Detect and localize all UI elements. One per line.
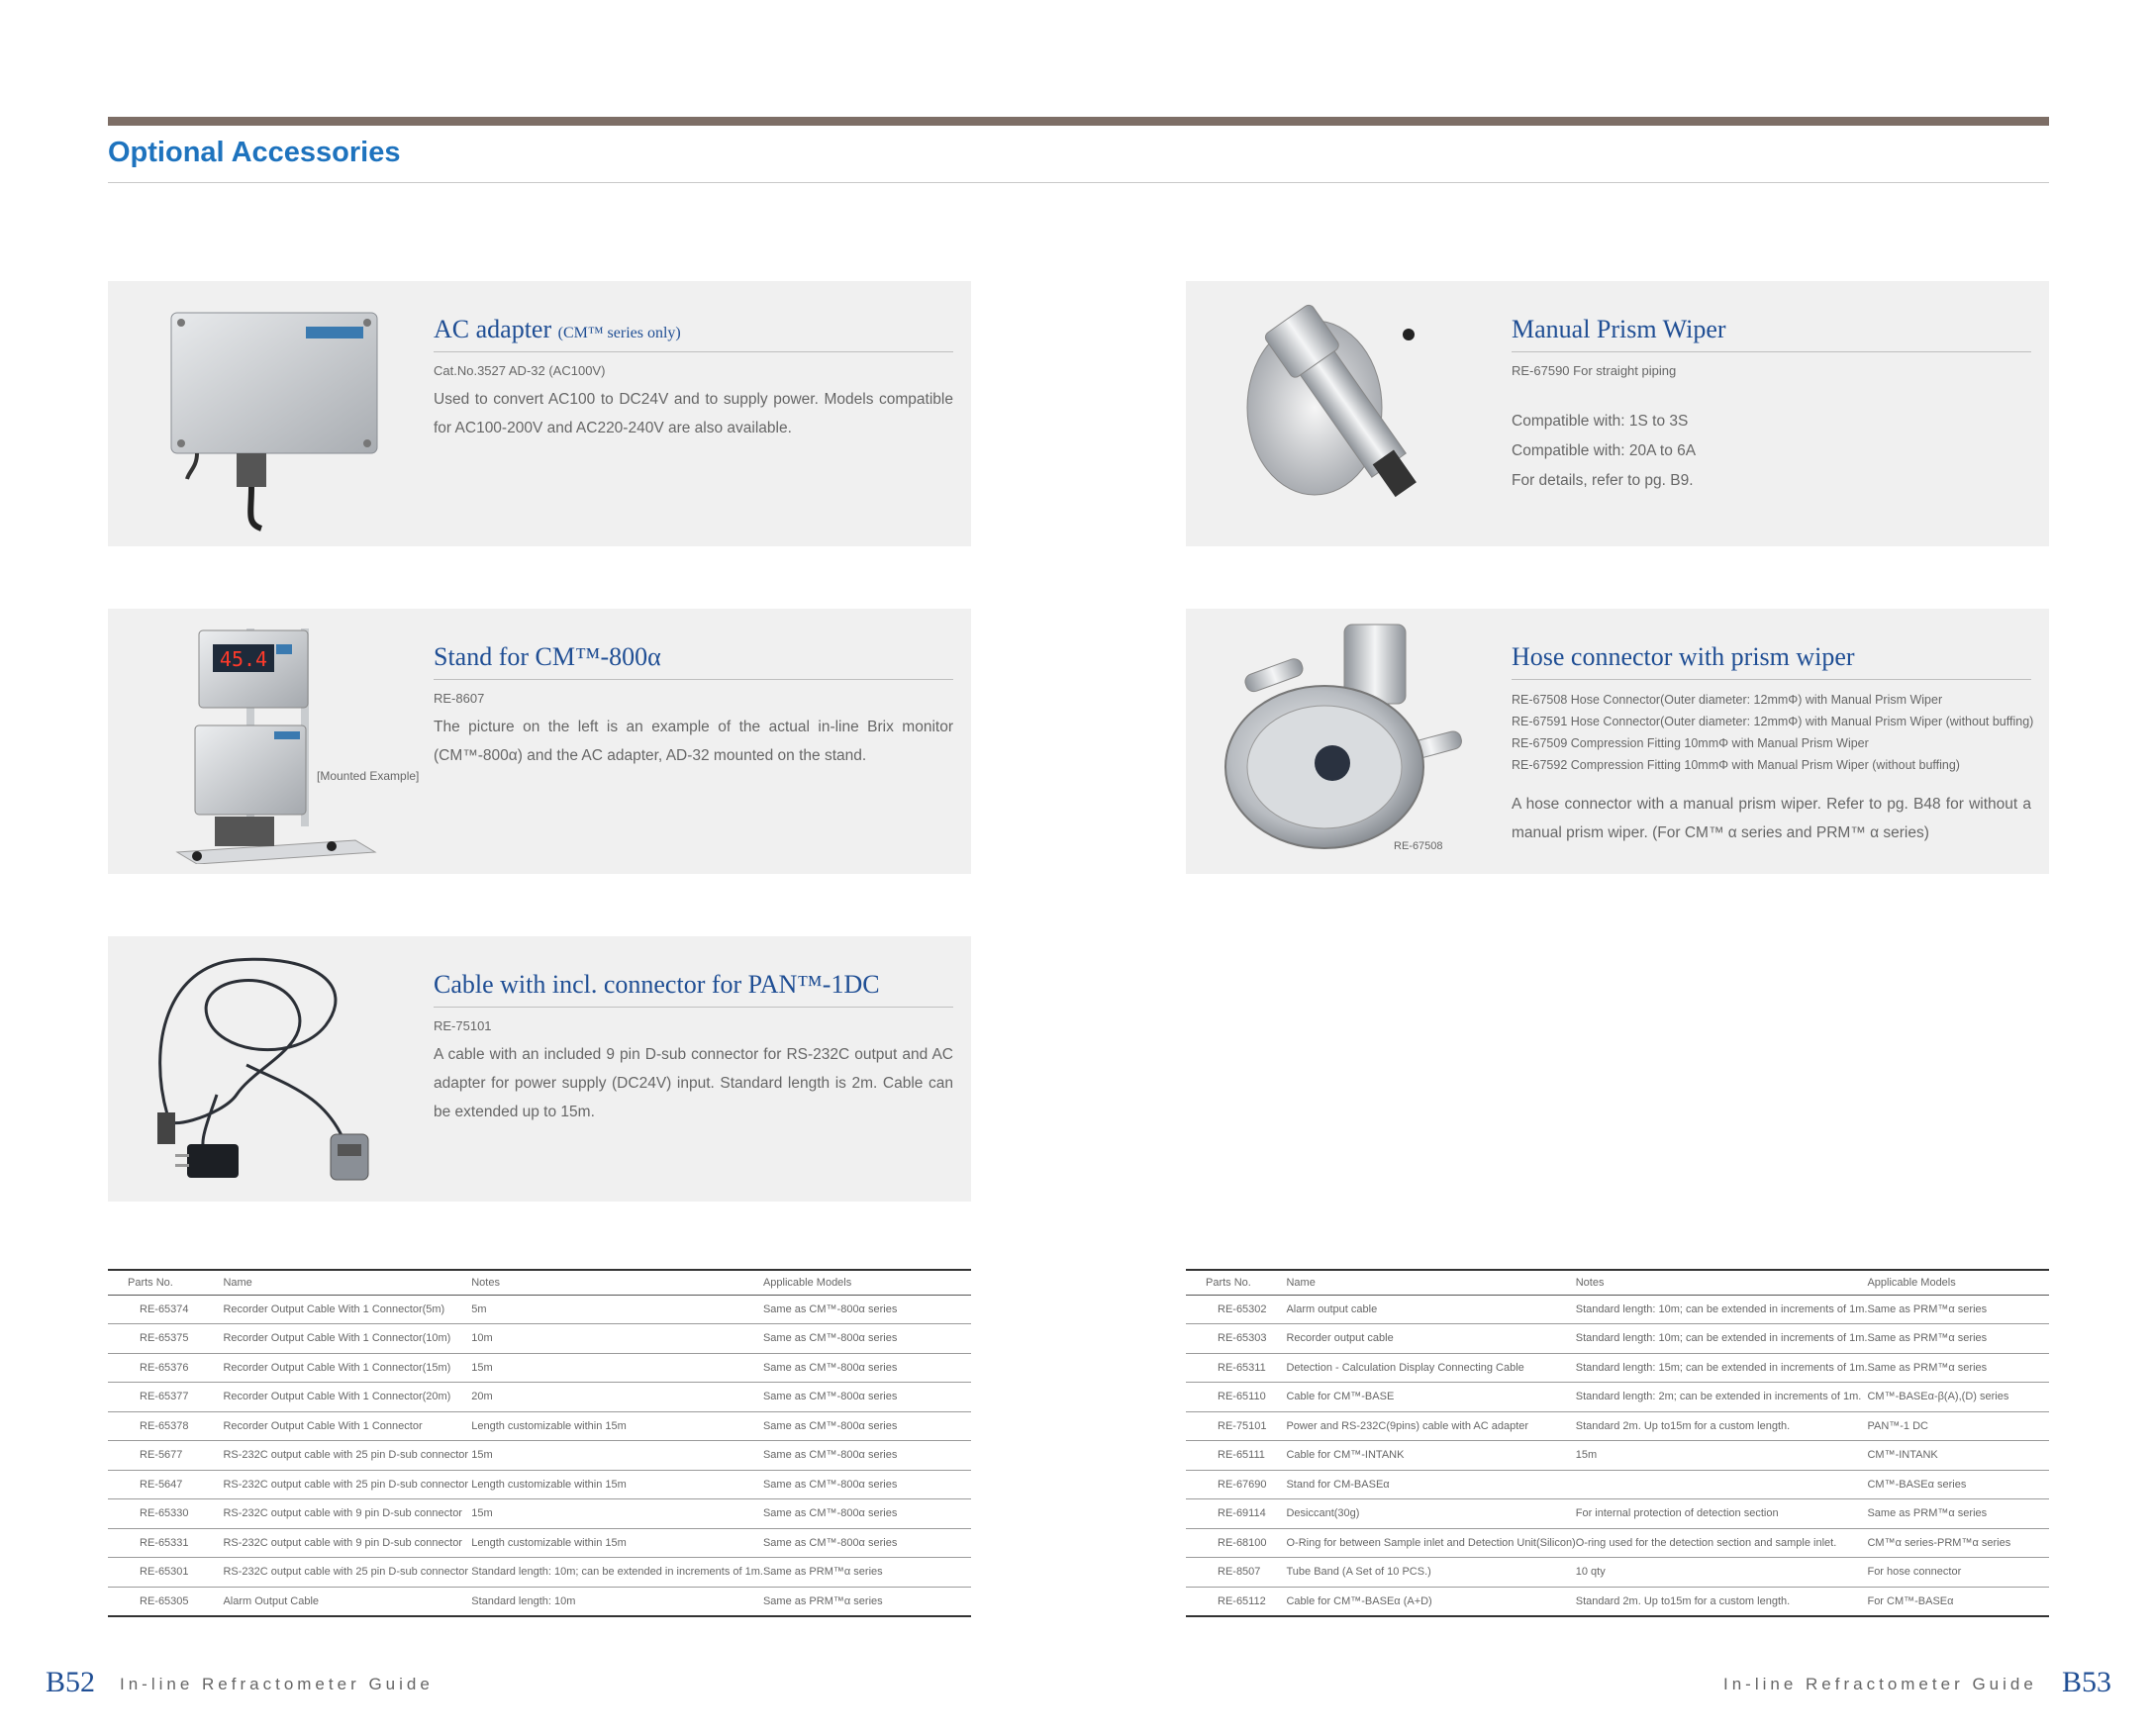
hose-connector-part-1: RE-67508 Hose Connector(Outer diameter: 12mmΦ) with Manual Prism Wiper: [1512, 693, 1943, 707]
table-row: [1186, 1295, 2049, 1324]
cell-applicable-models: For CM™-BASEα: [1867, 1587, 2049, 1616]
cell-name: Detection - Calculation Display Connecting Cable: [1286, 1353, 1575, 1383]
cell-name: Alarm Output Cable: [223, 1587, 471, 1616]
cell-notes: Length customizable within 15m: [471, 1470, 763, 1499]
cable-image: [128, 946, 405, 1192]
prism-wiper-compat-2: Compatible with: 20A to 6A: [1512, 442, 1697, 459]
cell-applicable-models: Same as PRM™α series: [1867, 1295, 2049, 1324]
table-row: [1186, 1383, 2049, 1412]
table-row: [1186, 1470, 2049, 1499]
ac-adapter-catalog: Cat.No.3527 AD-32 (AC100V): [434, 363, 606, 378]
cell-parts-no: RE-65305: [108, 1587, 223, 1616]
cell-name: O-Ring for between Sample inlet and Detection Unit(Silicon): [1286, 1528, 1575, 1558]
cell-notes: 15m: [471, 1441, 763, 1471]
cell-notes: Length customizable within 15m: [471, 1411, 763, 1441]
table-row: [1186, 1411, 2049, 1441]
cell-applicable-models: Same as CM™-800α series: [763, 1441, 971, 1471]
cell-applicable-models: Same as CM™-800α series: [763, 1499, 971, 1529]
cell-parts-no: RE-65378: [108, 1411, 223, 1441]
table-row: [108, 1528, 971, 1558]
header-name: Name: [1286, 1276, 1316, 1289]
ac-adapter-title: [434, 315, 953, 352]
cell-applicable-models: Same as CM™-800α series: [763, 1470, 971, 1499]
cell-name: Stand for CM-BASEα: [1286, 1470, 1575, 1499]
cell-name: Recorder Output Cable With 1 Connector: [223, 1411, 471, 1441]
cable-description: A cable with an included 9 pin D-sub connector for RS-232C output and AC adapter for power supply (DC24V) input. Standard length is 2m. Cable can be extended up to 15m.: [434, 1046, 953, 1120]
page-number-left: B52: [46, 1666, 96, 1698]
table-row: [108, 1499, 971, 1529]
hose-connector-title: Hose connector with prism wiper: [1512, 642, 2031, 680]
cell-applicable-models: Same as CM™-800α series: [763, 1295, 971, 1324]
cell-parts-no: RE-65331: [108, 1528, 223, 1558]
header-parts-no: Parts No.: [1206, 1276, 1251, 1289]
cell-notes: O-ring used for the detection section and sample inlet.: [1576, 1528, 1868, 1558]
title-divider: [108, 182, 2049, 183]
stand-display-reading: 45.4: [219, 647, 268, 671]
cell-parts-no: RE-5677: [108, 1441, 223, 1471]
footer-guide-right: In-line Refractometer Guide: [1723, 1675, 2037, 1693]
table-header-row: [1186, 1270, 2049, 1295]
cell-name: RS-232C output cable with 25 pin D-sub connector: [223, 1558, 471, 1588]
cell-applicable-models: CM™-BASEα series: [1867, 1470, 2049, 1499]
table-row: [108, 1324, 971, 1354]
hose-connector-caption: RE-67508: [1394, 840, 1443, 852]
header-notes: Notes: [1575, 1276, 1605, 1289]
stand-caption: [Mounted Example]: [317, 769, 420, 783]
cell-name: RS-232C output cable with 9 pin D-sub connector: [223, 1528, 471, 1558]
cell-applicable-models: Same as CM™-800α series: [763, 1383, 971, 1412]
cell-parts-no: RE-65112: [1186, 1587, 1286, 1616]
card-cable: [108, 936, 971, 1202]
hose-connector-image: [1206, 619, 1483, 864]
prism-wiper-compat-1: Compatible with: 1S to 3S: [1512, 413, 1689, 430]
cell-notes: Standard length: 10m; can be extended in increments of 1m.: [1576, 1295, 1868, 1324]
cell-applicable-models: Same as PRM™α series: [763, 1558, 971, 1588]
cell-notes: Standard length: 2m; can be extended in increments of 1m.: [1576, 1383, 1868, 1412]
ac-adapter-title-sub: (CM™ series only): [557, 325, 681, 341]
cell-applicable-models: For hose connector: [1867, 1558, 2049, 1588]
table-row: [108, 1441, 971, 1471]
table-row: [108, 1411, 971, 1441]
card-stand: [108, 609, 971, 874]
cell-notes: 15m: [1576, 1441, 1868, 1471]
cell-parts-no: RE-65311: [1186, 1353, 1286, 1383]
cell-parts-no: RE-8507: [1186, 1558, 1286, 1588]
stand-title: Stand for CM™-800α: [434, 642, 953, 680]
cell-parts-no: RE-65301: [108, 1558, 223, 1588]
cell-notes: 20m: [471, 1383, 763, 1412]
cell-applicable-models: CM™-INTANK: [1867, 1441, 2049, 1471]
cell-parts-no: RE-65111: [1186, 1441, 1286, 1471]
cell-parts-no: RE-68100: [1186, 1528, 1286, 1558]
cell-parts-no: RE-67690: [1186, 1470, 1286, 1499]
parts-table-right: [1186, 1269, 2049, 1617]
cell-notes: 15m: [471, 1499, 763, 1529]
cell-applicable-models: CM™α series-PRM™α series: [1867, 1528, 2049, 1558]
cell-name: Recorder Output Cable With 1 Connector(15m): [223, 1353, 471, 1383]
cable-title: Cable with incl. connector for PAN™-1DC: [434, 970, 953, 1008]
table-row: [1186, 1587, 2049, 1616]
cell-parts-no: RE-65303: [1186, 1324, 1286, 1354]
cell-parts-no: RE-65330: [108, 1499, 223, 1529]
table-row: [1186, 1558, 2049, 1588]
cell-notes: Standard length: 10m: [471, 1587, 763, 1616]
table-row: [108, 1470, 971, 1499]
card-manual-prism-wiper: [1186, 281, 2049, 546]
table-row: [1186, 1353, 2049, 1383]
cell-applicable-models: CM™-BASEα-β(A),(D) series: [1867, 1383, 2049, 1412]
cell-name: Recorder Output Cable With 1 Connector(20m): [223, 1383, 471, 1412]
ac-adapter-title-main: AC adapter: [434, 315, 558, 343]
cell-parts-no: RE-65377: [108, 1383, 223, 1412]
cell-notes: 5m: [471, 1295, 763, 1324]
cell-applicable-models: Same as PRM™α series: [1867, 1499, 2049, 1529]
cell-parts-no: RE-65302: [1186, 1295, 1286, 1324]
table-row: [108, 1353, 971, 1383]
card-ac-adapter: [108, 281, 971, 546]
cell-name: Recorder output cable: [1286, 1324, 1575, 1354]
cell-name: Cable for CM™-BASE: [1286, 1383, 1575, 1412]
cell-parts-no: RE-5647: [108, 1470, 223, 1499]
hose-connector-description: A hose connector with a manual prism wiper. Refer to pg. B48 for without a manual prism wiper. (For CM™ α series and PRM™ α series): [1512, 796, 2031, 841]
cell-applicable-models: Same as CM™-800α series: [763, 1411, 971, 1441]
prism-wiper-details: For details, refer to pg. B9.: [1512, 472, 1694, 489]
cell-notes: Standard length: 15m; can be extended in increments of 1m.: [1576, 1353, 1868, 1383]
header-parts-no: Parts No.: [128, 1276, 173, 1289]
cell-notes: 10m: [471, 1324, 763, 1354]
parts-table-left: [108, 1269, 971, 1617]
page-number-right: B53: [2062, 1666, 2112, 1698]
cell-applicable-models: Same as PRM™α series: [763, 1587, 971, 1616]
cell-parts-no: RE-65374: [108, 1295, 223, 1324]
cell-applicable-models: Same as PRM™α series: [1867, 1353, 2049, 1383]
cell-parts-no: RE-65110: [1186, 1383, 1286, 1412]
cell-parts-no: RE-65376: [108, 1353, 223, 1383]
cell-notes: Standard 2m. Up to15m for a custom length.: [1576, 1587, 1868, 1616]
cell-name: RS-232C output cable with 25 pin D-sub connector: [223, 1441, 471, 1471]
cable-catalog: RE-75101: [434, 1018, 492, 1033]
card-hose-connector: [1186, 609, 2049, 874]
cell-notes: Standard length: 10m; can be extended in increments of 1m.: [1576, 1324, 1868, 1354]
hose-connector-part-3: RE-67509 Compression Fitting 10mmΦ with Manual Prism Wiper: [1512, 736, 1869, 750]
header-applicable-models: Applicable Models: [1867, 1276, 1956, 1289]
table-row: [108, 1295, 971, 1324]
cell-name: RS-232C output cable with 25 pin D-sub connector: [223, 1470, 471, 1499]
ac-adapter-image: [128, 291, 405, 536]
stand-image: [128, 619, 405, 864]
cell-parts-no: RE-69114: [1186, 1499, 1286, 1529]
prism-wiper-image: [1206, 291, 1483, 536]
stand-catalog: RE-8607: [434, 691, 485, 706]
cell-name: RS-232C output cable with 9 pin D-sub connector: [223, 1499, 471, 1529]
footer-guide-left: In-line Refractometer Guide: [120, 1675, 434, 1693]
cell-name: Recorder Output Cable With 1 Connector(10m): [223, 1324, 471, 1354]
table-row: [108, 1383, 971, 1412]
stand-description: The picture on the left is an example of the actual in-line Brix monitor (CM™-800α) and the AC adapter, AD-32 mounted on the stand.: [434, 719, 953, 764]
cell-notes: [1576, 1470, 1868, 1499]
prism-wiper-title: Manual Prism Wiper: [1512, 315, 2031, 352]
cell-notes: Standard length: 10m; can be extended in increments of 1m.: [471, 1558, 763, 1588]
cell-notes: 15m: [471, 1353, 763, 1383]
header-name: Name: [223, 1276, 252, 1289]
cell-name: Alarm output cable: [1286, 1295, 1575, 1324]
cell-applicable-models: PAN™-1 DC: [1867, 1411, 2049, 1441]
header-applicable-models: Applicable Models: [762, 1276, 852, 1289]
cell-applicable-models: Same as CM™-800α series: [763, 1528, 971, 1558]
section-title: Optional Accessories: [108, 137, 401, 168]
cell-notes: Standard 2m. Up to15m for a custom length.: [1576, 1411, 1868, 1441]
cell-name: Tube Band (A Set of 10 PCS.): [1286, 1558, 1575, 1588]
cell-notes: 10 qty: [1576, 1558, 1868, 1588]
cell-notes: Length customizable within 15m: [471, 1528, 763, 1558]
cell-notes: For internal protection of detection section: [1576, 1499, 1868, 1529]
table-row: [1186, 1441, 2049, 1471]
table-header-row: [108, 1270, 971, 1295]
cell-parts-no: RE-75101: [1186, 1411, 1286, 1441]
table-row: [1186, 1499, 2049, 1529]
hose-connector-part-2: RE-67591 Hose Connector(Outer diameter: 12mmΦ) with Manual Prism Wiper (without buffing): [1512, 715, 2034, 728]
table-row: [108, 1587, 971, 1616]
hose-connector-part-4: RE-67592 Compression Fitting 10mmΦ with Manual Prism Wiper (without buffing): [1512, 758, 1960, 772]
table-row: [108, 1558, 971, 1588]
top-rule: [108, 117, 2049, 126]
cell-parts-no: RE-65375: [108, 1324, 223, 1354]
table-row: [1186, 1324, 2049, 1354]
cell-name: Cable for CM™-BASEα (A+D): [1286, 1587, 1575, 1616]
prism-wiper-catalog: RE-67590 For straight piping: [1512, 363, 1677, 378]
cell-applicable-models: Same as CM™-800α series: [763, 1324, 971, 1354]
cell-name: Desiccant(30g): [1286, 1499, 1575, 1529]
ac-adapter-description: Used to convert AC100 to DC24V and to supply power. Models compatible for AC100-200V and AC220-240V are also available.: [434, 391, 953, 436]
cell-applicable-models: Same as CM™-800α series: [763, 1353, 971, 1383]
header-notes: Notes: [471, 1276, 500, 1289]
cell-name: Cable for CM™-INTANK: [1286, 1441, 1575, 1471]
cell-applicable-models: Same as PRM™α series: [1867, 1324, 2049, 1354]
cell-name: Power and RS-232C(9pins) cable with AC adapter: [1286, 1411, 1575, 1441]
table-row: [1186, 1528, 2049, 1558]
cell-name: Recorder Output Cable With 1 Connector(5m): [223, 1295, 471, 1324]
